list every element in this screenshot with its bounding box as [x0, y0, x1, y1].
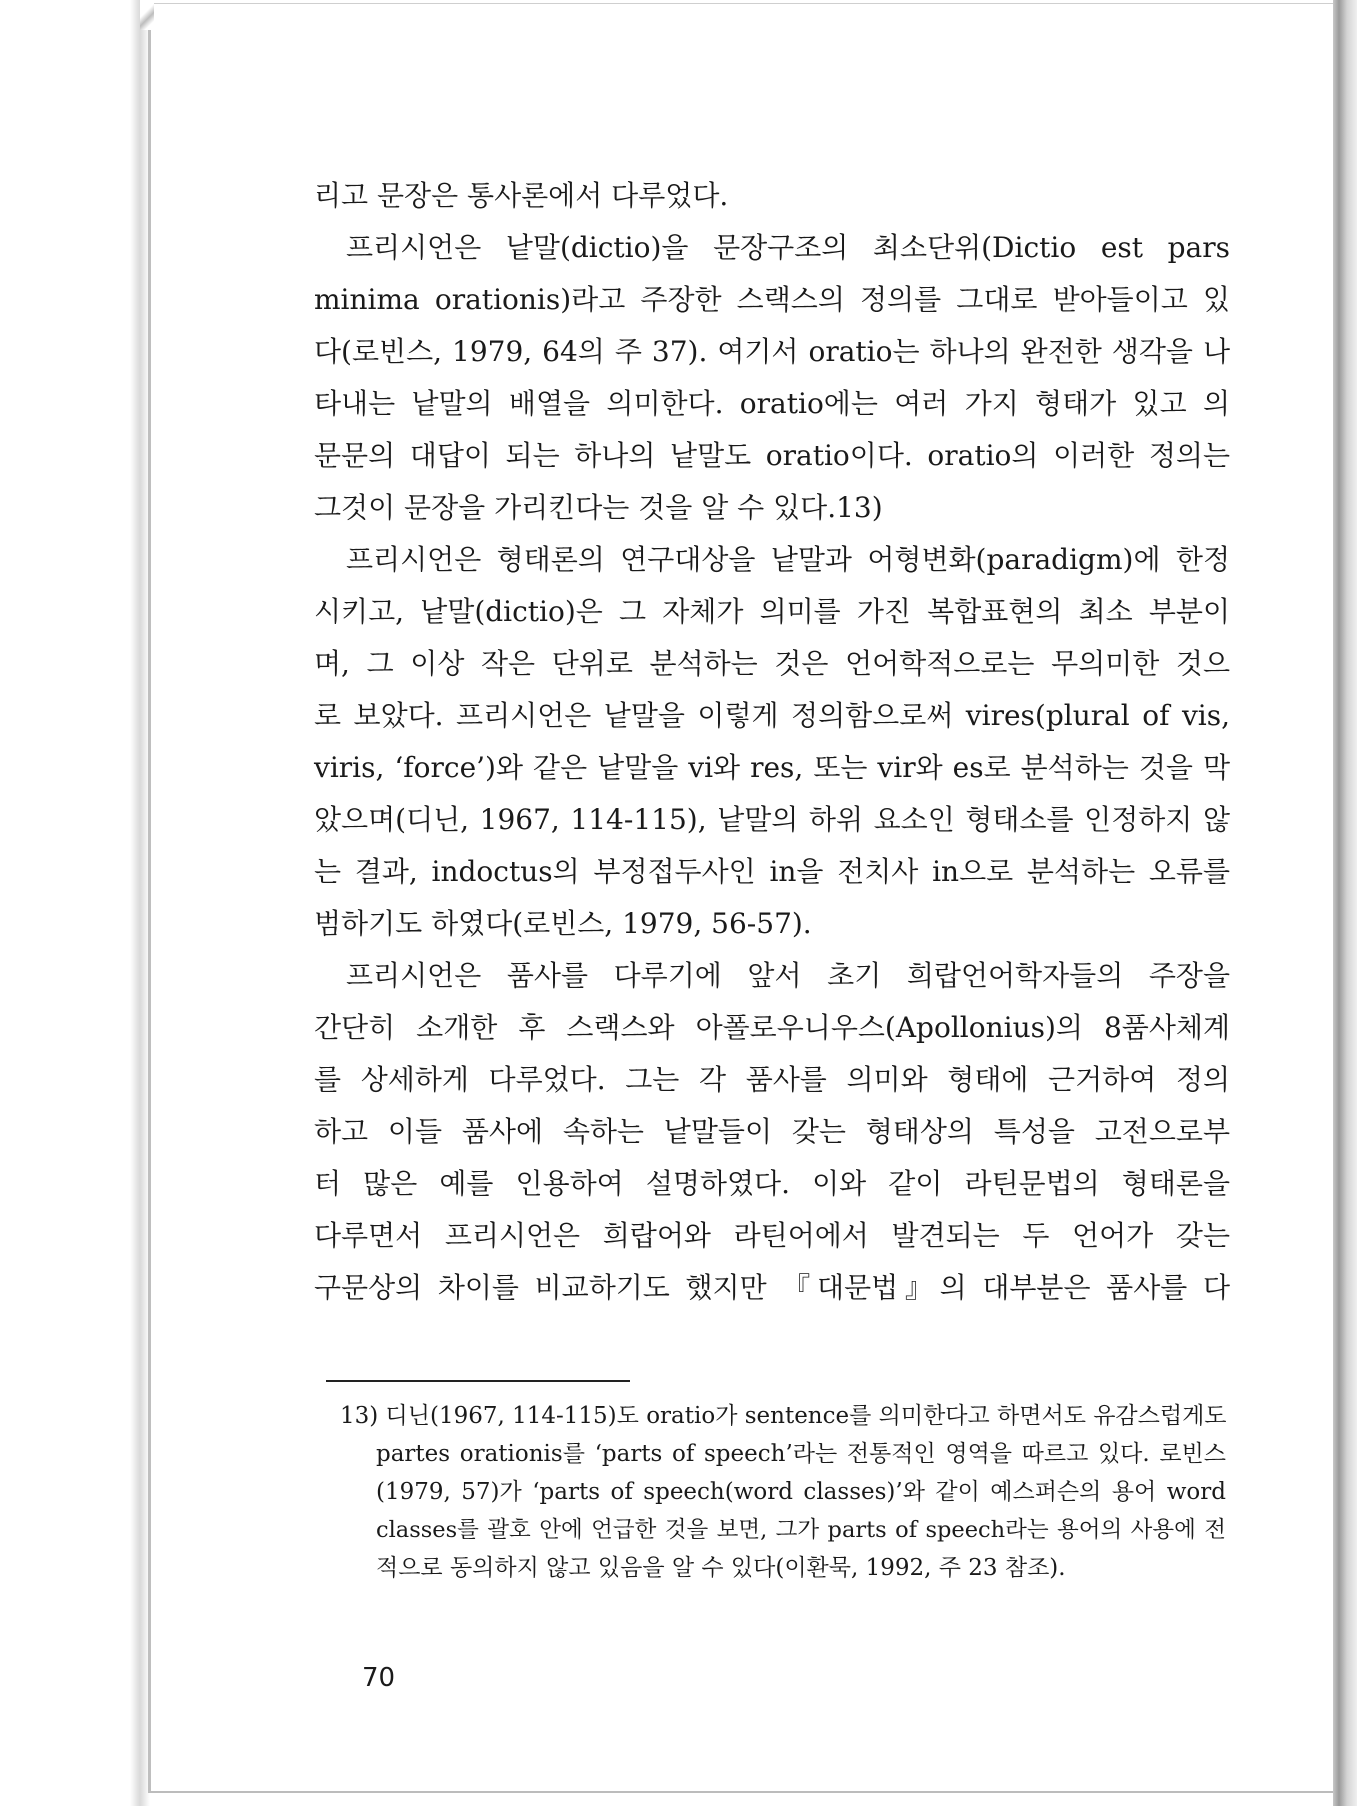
- body-line: 았으며(디닌, 1967, 114-115), 낱말의 하위 요소인 형태소를 인정하지 않: [314, 803, 1230, 836]
- book-spine-shadow: [0, 0, 160, 1806]
- body-line: 다(로빈스, 1979, 64의 주 37). 여기서 oratio는 하나의 완전한 생각을 나: [314, 335, 1230, 368]
- body-line: 리고 문장은 통사론에서 다루었다.: [314, 179, 729, 212]
- body-line: 구문상의 차이를 비교하기도 했지만 『대문법』의 대부분은 품사를 다: [314, 1271, 1230, 1304]
- body-line: 터 많은 예를 인용하여 설명하였다. 이와 같이 라틴문법의 형태론을: [314, 1167, 1230, 1200]
- footnote-13: [340, 1397, 1226, 1587]
- footnote-line: 적으로 동의하지 않고 있음을 알 수 있다(이환묵, 1992, 주 23 참조).: [376, 1555, 1066, 1581]
- body-line: 는 결과, indoctus의 부정접두사인 in을 전치사 in으로 분석하는 오류를: [314, 855, 1230, 888]
- page-number: 70: [362, 1663, 396, 1693]
- footnote-line: classes를 괄호 안에 언급한 것을 보면, 그가 parts of speech라는 용어의 사용에 전: [376, 1517, 1226, 1543]
- body-line: 프리시언은 낱말(dictio)을 문장구조의 최소단위(Dictio est pars: [346, 231, 1230, 264]
- body-line: 다루면서 프리시언은 희랍어와 라틴어에서 발견되는 두 언어가 갖는: [314, 1219, 1230, 1252]
- body-line: 범하기도 하였다(로빈스, 1979, 56-57).: [314, 907, 812, 940]
- footnote-line: partes orationis를 ‘parts of speech’라는 전통적인 영역을 따르고 있다. 로빈스: [376, 1441, 1226, 1467]
- body-line: 간단히 소개한 후 스랙스와 아폴로우니우스(Apollonius)의 8품사체계: [314, 1011, 1230, 1044]
- footnote-line: (1979, 57)가 ‘parts of speech(word classes)’와 같이 예스퍼슨의 용어 word: [376, 1479, 1226, 1505]
- body-line: 시키고, 낱말(dictio)은 그 자체가 의미를 가진 복합표현의 최소 부분이: [314, 595, 1230, 628]
- footnote-line: 13) 디닌(1967, 114-115)도 oratio가 sentence를 의미한다고 하면서도 유감스럽게도: [340, 1403, 1227, 1429]
- body-line: viris, ‘force’)와 같은 낱말을 vi와 res, 또는 vir와 es로 분석하는 것을 막: [314, 751, 1230, 784]
- page-edge-shadow: [1333, 0, 1357, 1806]
- body-line: 로 보았다. 프리시언은 낱말을 이렇게 정의함으로써 vires(plural of vis,: [314, 699, 1230, 732]
- body-line: 를 상세하게 다루었다. 그는 각 품사를 의미와 형태에 근거하여 정의: [314, 1063, 1230, 1096]
- body-line: 프리시언은 품사를 다루기에 앞서 초기 희랍언어학자들의 주장을: [346, 959, 1230, 992]
- page-fold: [140, 0, 154, 30]
- body-line: 며, 그 이상 작은 단위로 분석하는 것은 언어학적으로는 무의미한 것으: [314, 647, 1230, 680]
- body-line: 타내는 낱말의 배열을 의미한다. oratio에는 여러 가지 형태가 있고 의: [314, 387, 1230, 420]
- body-line: 프리시언은 형태론의 연구대상을 낱말과 어형변화(paradigm)에 한정: [346, 543, 1230, 576]
- body-line: minima orationis)라고 주장한 스랙스의 정의를 그대로 받아들이고 있: [314, 283, 1230, 316]
- body-line: 하고 이들 품사에 속하는 낱말들이 갖는 형태상의 특성을 고전으로부: [314, 1115, 1230, 1148]
- body-line: 문문의 대답이 되는 하나의 낱말도 oratio이다. oratio의 이러한 정의는: [314, 439, 1230, 472]
- body-text: [314, 170, 1230, 1314]
- footnote-divider: [326, 1380, 630, 1382]
- body-line: 그것이 문장을 가리킨다는 것을 알 수 있다.13): [314, 491, 883, 524]
